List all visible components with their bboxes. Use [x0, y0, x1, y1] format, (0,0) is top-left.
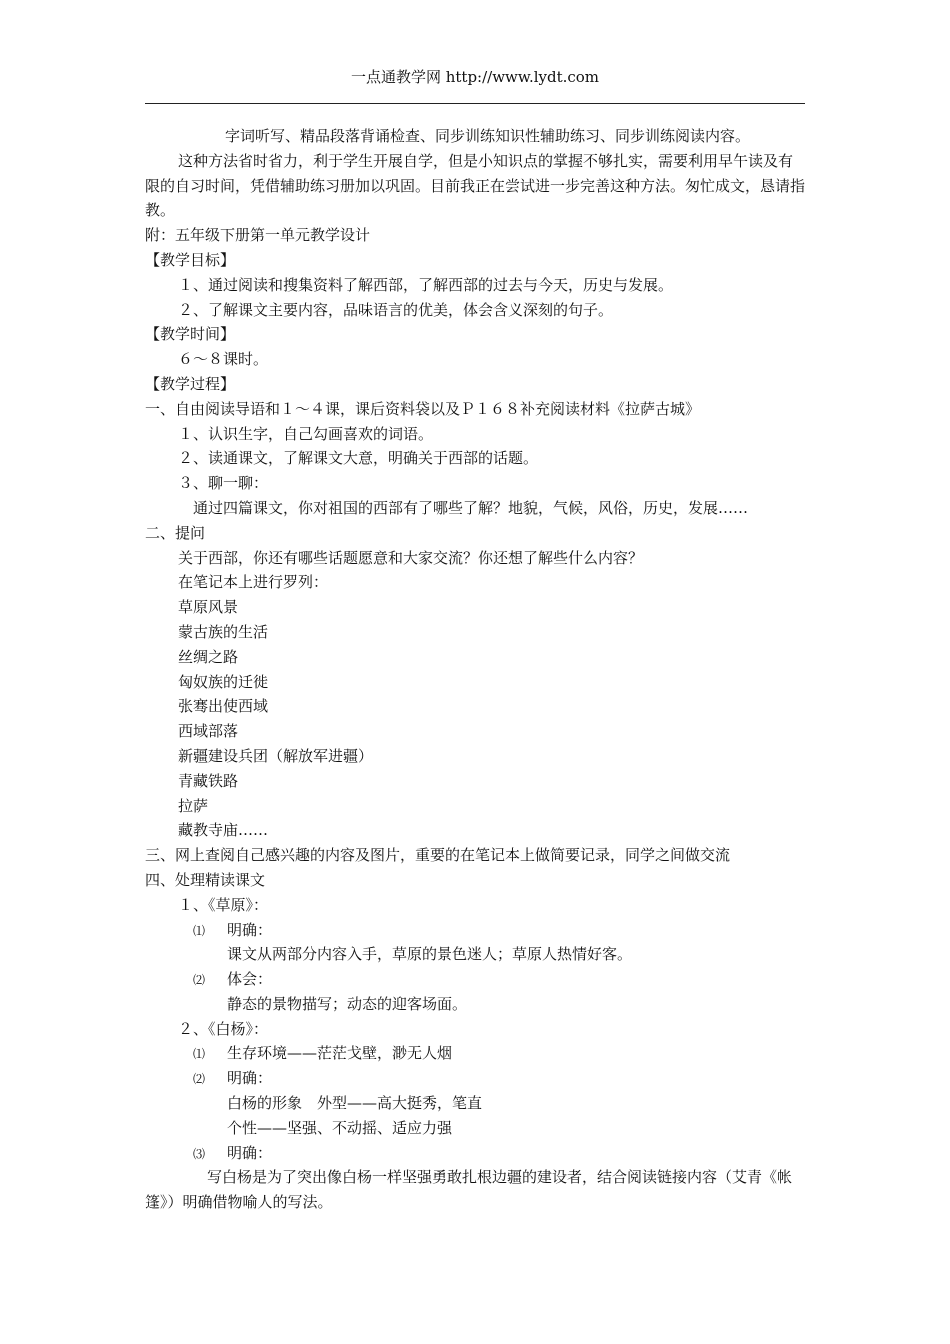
step-heading: 二、提问: [145, 523, 206, 542]
text-line: １、通过阅读和搜集资料了解西部，了解西部的过去与今天，历史与发展。: [178, 275, 674, 294]
text-line: ３、聊一聊：: [178, 474, 269, 493]
page-header: 一点通教学网 http://www.lydt.com: [350, 68, 600, 86]
text-line: 白杨的形象 外型——高大挺秀，笔直: [227, 1094, 483, 1113]
list-item: 藏教寺庙……: [178, 821, 269, 840]
list-item: 匈奴族的迁徙: [178, 672, 269, 691]
step-heading: 三、网上查阅自己感兴趣的内容及图片，重要的在笔记本上做简要记录，同学之间做交流: [145, 846, 731, 865]
list-item: 拉萨: [178, 796, 209, 815]
list-item: 西域部落: [178, 722, 239, 741]
list-item: 丝绸之路: [178, 647, 239, 666]
appendix-title: 附：五年级下册第一单元教学设计: [145, 226, 371, 245]
document-body: [145, 124, 807, 1215]
section-heading: 【教学时间】: [145, 325, 236, 344]
list-item: 新疆建设兵团（解放军进疆）: [178, 746, 374, 765]
list-item: 草原风景: [178, 598, 239, 617]
section-heading: 【教学目标】: [145, 250, 236, 269]
item-text: 明确：: [227, 1069, 273, 1088]
header-rule: [145, 103, 805, 104]
numbered-line: [145, 918, 807, 943]
item-marker: ⑴: [193, 923, 206, 938]
text-line: 在笔记本上进行罗列：: [178, 573, 329, 592]
list-item: 青藏铁路: [178, 771, 239, 790]
step-heading: 四、处理精读课文: [145, 870, 266, 889]
text-line: ２、了解课文主要内容，品味语言的优美，体会含义深刻的句子。: [178, 300, 614, 319]
text-line: ２、读通课文，了解课文大意，明确关于西部的话题。: [178, 449, 539, 468]
text-line: 个性——坚强、不动摇、适应力强: [227, 1118, 453, 1137]
list-item: 蒙古族的生活: [178, 622, 269, 641]
list-item: 张骞出使西域: [178, 697, 269, 716]
item-text: 生存环境——茫茫戈壁，渺无人烟: [227, 1044, 453, 1063]
numbered-line: [145, 1066, 807, 1091]
text-line: 静态的景物描写；动态的迎客场面。: [227, 994, 468, 1013]
text-line: 课文从两部分内容入手，草原的景色迷人；草原人热情好客。: [227, 945, 633, 964]
text-line: １、认识生字，自己勾画喜欢的词语。: [178, 424, 434, 443]
paragraph: 这种方法省时省力，利于学生开展自学，但是小知识点的掌握不够扎实，需要利用早午读及有限的自习时间，凭借辅助练习册加以巩固。目前我正在尝试进一步完善这种方法。匆忙成文，恳请指教。: [145, 151, 806, 220]
item-text: 明确：: [227, 920, 273, 939]
item-marker: ⑶: [193, 1146, 206, 1161]
numbered-line: [145, 967, 807, 992]
item-text: 体会：: [227, 970, 273, 989]
text-line: ２、《白杨》：: [178, 1019, 269, 1038]
item-marker: ⑵: [193, 973, 206, 988]
item-marker: ⑴: [193, 1047, 206, 1062]
numbered-line: [145, 1141, 807, 1166]
text-line: 字词听写、精品段落背诵检查、同步训练知识性辅助练习、同步训练阅读内容。: [225, 127, 751, 145]
text-line: １、《草原》：: [178, 895, 269, 914]
text-line: 关于西部，你还有哪些话题愿意和大家交流？你还想了解些什么内容？: [178, 548, 644, 567]
step-heading: 一、自由阅读导语和１～４课，课后资料袋以及Ｐ１６８补充阅读材料《拉萨古城》: [145, 399, 701, 418]
text-line: ６～８课时。: [178, 350, 269, 369]
paragraph: 写白杨是为了突出像白杨一样坚强勇敢扎根边疆的建设者，结合阅读链接内容（艾青《帐篷》）明确借物喻人的写法。: [145, 1168, 793, 1212]
item-marker: ⑵: [193, 1072, 206, 1087]
section-heading: 【教学过程】: [145, 374, 236, 393]
item-text: 明确：: [227, 1143, 273, 1162]
numbered-line: [145, 1041, 807, 1066]
text-line: 通过四篇课文，你对祖国的西部有了哪些了解？地貌，气候，风俗，历史，发展……: [193, 498, 749, 517]
